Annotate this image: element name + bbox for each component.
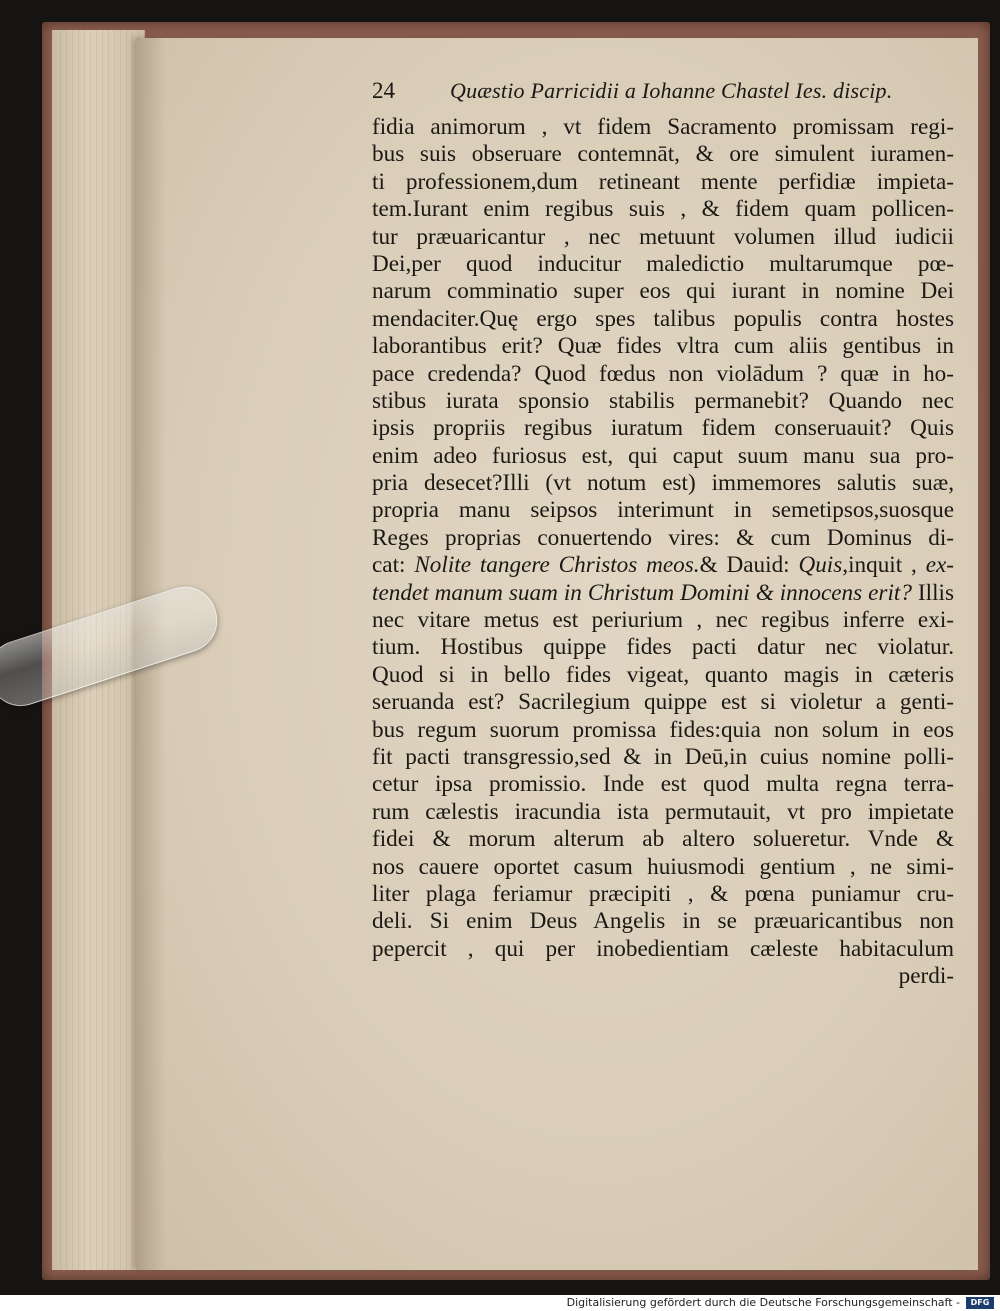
text-line: pria desecet?Illi (vt notum est) immemores salutis suæ, bbox=[372, 470, 954, 497]
dfg-logo: DFG bbox=[966, 1297, 994, 1309]
text-line: deli. Si enim Deus Angelis in se præuaricantibus non bbox=[372, 908, 954, 935]
text-line: stibus iurata sponsio stabilis permanebit? Quando nec bbox=[372, 387, 954, 414]
page-text-block bbox=[372, 78, 954, 991]
text-roman: & Dauid: bbox=[699, 552, 799, 579]
text-line: rum cælestis iracundia ista permutauit, vt pro impietate bbox=[372, 798, 954, 825]
text-line-mixed bbox=[372, 552, 954, 579]
text-line: nec vitare metus est periurium , nec regibus inferre exi- bbox=[372, 607, 954, 634]
text-line: tium. Hostibus quippe fides pacti datur nec violatur. bbox=[372, 634, 954, 661]
page-number: 24 bbox=[372, 78, 395, 103]
text-line: seruanda est? Sacrilegium quippe est si violetur a genti- bbox=[372, 689, 954, 716]
text-line: bus suis obseruare contemnāt, & ore simulent iuramen- bbox=[372, 141, 954, 168]
text-line: Reges proprias conuertendo vires: & cum Dominus di- bbox=[372, 524, 954, 551]
text-line: pace credenda? Quod fœdus non violādum ? quæ in ho- bbox=[372, 360, 954, 387]
text-line: Quod si in bello fides vigeat, quanto magis in cæteris bbox=[372, 661, 954, 688]
text-italic: Quis bbox=[798, 552, 843, 579]
text-line: Dei,per quod inducitur maledictio multarumque pœ- bbox=[372, 250, 954, 277]
catchword: perdi- bbox=[898, 963, 954, 990]
text-line: tem.Iurant enim regibus suis , & fidem quam pollicen- bbox=[372, 196, 954, 223]
text-line: pepercit , qui per inobedientiam cæleste habitaculum bbox=[372, 935, 954, 962]
text-roman: cat: bbox=[372, 552, 415, 579]
text-line: fidei & morum alterum ab altero solueretur. Vnde & bbox=[372, 826, 954, 853]
text-line: propria manu seipsos interimunt in semetipsos,suosque bbox=[372, 497, 954, 524]
text-line: bus regum suorum promissa fides:quia non solum in eos bbox=[372, 716, 954, 743]
text-line: ipsis propriis regibus iuratum fidem conseruauit? Quis bbox=[372, 415, 954, 442]
text-line: fit pacti transgressio,sed & in Deū,in cuius nomine polli- bbox=[372, 743, 954, 770]
text-line: fidia animorum , vt fidem Sacramento promissam regi- bbox=[372, 114, 954, 140]
text-line: nos cauere oportet casum huiusmodi gentium , ne simi- bbox=[372, 853, 954, 880]
footer-bar bbox=[0, 1295, 1000, 1311]
text-italic: ex- bbox=[925, 552, 955, 579]
running-head-title: Quæstio Parricidii a Iohanne Chastel Ies. discip. bbox=[450, 78, 893, 103]
text-line: mendaciter.Quę ergo spes talibus populis contra hostes bbox=[372, 305, 954, 332]
text-line: tur præuaricantur , nec metuunt volumen illud iudicii bbox=[372, 223, 954, 250]
text-line: liter plaga feriamur præcipiti , & pœna puniamur cru- bbox=[372, 880, 954, 907]
running-head bbox=[372, 78, 954, 114]
text-roman: ,inquit , bbox=[842, 552, 926, 579]
text-line: laborantibus erit? Quæ fides vltra cum aliis gentibus in bbox=[372, 333, 954, 360]
text-line: cetur ipsa promissio. Inde est quod multa regna terra- bbox=[372, 771, 954, 798]
text-line-mixed bbox=[372, 580, 954, 607]
text-roman: Illis bbox=[911, 579, 954, 606]
text-italic: tendet manum suam in Christum Domini & innocens erit? bbox=[372, 579, 912, 606]
text-line: enim adeo furiosus est, qui caput suum manu sua pro- bbox=[372, 442, 954, 469]
text-line: ti professionem,dum retineant mente perfidiæ impieta- bbox=[372, 168, 954, 195]
digitization-credit: Digitalisierung gefördert durch die Deutsche Forschungsgemeinschaft - bbox=[566, 1296, 960, 1309]
text-italic: Nolite tangere Christos meos. bbox=[414, 552, 700, 579]
text-line: narum comminatio super eos qui iurant in nomine Dei bbox=[372, 278, 954, 305]
